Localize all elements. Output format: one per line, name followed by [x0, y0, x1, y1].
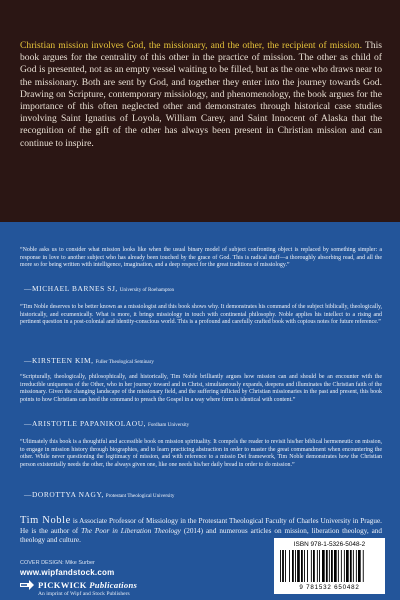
isbn-barcode — [274, 538, 385, 594]
endorser-name: —MICHAEL BARNES SJ, — [24, 284, 118, 293]
author-book-title: The Poor in Liberation Theology — [81, 526, 181, 535]
description-body: This book argues for the centrality of this other in the practice of mission. The other as child of God is presented, not as an empty vessel waiting to be filled, but as the one who draws near to the missionary. Both are sent by God, and together they enter into the journey towards God. Drawing on Scripture, contemporary missiology, and phenomenology, the book argues for the importance of this often neglected other and demonstrates through historical case studies involving Saint Ignatius of Loyola, William Carey, and Saint Innocent of Alaska that the recognition of the gift of the other has always been present in Christian mission and can continue to inspire. — [20, 40, 382, 149]
endorsements-panel — [0, 222, 400, 600]
pickwick-arrow-logo-icon — [20, 580, 34, 590]
isbn-label: ISBN 978-1-5326-5048-2 — [293, 541, 366, 548]
endorser-affiliation: Protestant Theological University — [105, 493, 175, 499]
endorsement-quote: “Ultimately this book is a thoughtful and accessible book on mission spirituality. It compels the reader to revisit his/her biblical hermeneutic on mission, to engage in mission history through biographies, and to learn practicing abstraction in order to master the great commandment when encountering the other. While never questioning the legitimacy of mission, and with reference to a missio Dei framework, Tim Noble demonstrates how the Christian person existentially needs the other, the always given one, like one needs his/her daily bread in order to do mission.” — [20, 439, 382, 468]
publisher-imprint: An imprint of Wipf and Stock Publishers — [38, 591, 130, 597]
endorser-name: —KIRSTEEN KIM, — [24, 356, 94, 365]
endorsement-quote: “Scripturally, theologically, philosophically, and historically, Tim Noble brilliantly argues how mission can and should be an encounter with the irreducible uniqueness of the Other, who in her journey toward and in Christ, simultaneously expands, deepens and illuminates the Christian faith of the missionary. Given the changing landscape of the missionary field, and the suffering inflicted by Christian missionaries in the past and present, this book points to how Christians can heed the command to preach the Gospel in a way where form is identical with content.” — [20, 374, 382, 403]
endorsement-quote: “Noble asks us to consider what mission looks like when the usual binary model of subject confronting object is replaced by something simpler: a response in love to another subject who has already been touched by the grace of God. This is radical stuff—a thoroughly absorbing read, and all the more so for being written with intelligence, imagination, and a deep respect for the great traditions of missiology.” — [20, 247, 382, 269]
author-name: Tim Noble — [20, 515, 71, 526]
endorsement-attribution — [24, 357, 382, 366]
barcode-bars — [280, 550, 379, 582]
endorser-affiliation: Fordham University — [147, 422, 190, 428]
endorser-name: —ARISTOTLE PAPANIKOLAOU, — [24, 419, 147, 428]
endorsement-attribution — [24, 491, 382, 500]
description-panel — [0, 0, 400, 222]
barcode-digits: 9 781532 650482 — [299, 584, 360, 591]
publisher-name: PICKWICK Publications — [38, 580, 138, 590]
publisher-website-link[interactable]: www.wipfandstock.com — [20, 568, 115, 577]
publisher-block — [20, 580, 200, 597]
cover-design-credit: COVER DESIGN: Mike Surber — [20, 560, 95, 566]
endorser-affiliation: University of Roehampton — [119, 287, 175, 293]
endorser-affiliation: Fuller Theological Seminary — [95, 359, 154, 365]
endorsement-quote: “Tim Noble deserves to be better known as a missiologist and this book shows why. It demonstrates his command of the subject biblically, theologically, historically, and ecumenically. What is more, it brings missiology in touch with continental philosophy. Noble applies his intellect to a rising and pertinent question in a post-colonial and identity-conscious world. This is a profound and carefully crafted book with copious notes for future reference.” — [20, 304, 382, 326]
description-text — [20, 40, 382, 150]
author-bio-text-end: (2014) and numerous articles on mission, liberation theology, and theology and culture. — [20, 526, 382, 545]
description-lead: Christian mission involves God, the missionary, and the other, the recipient of mission. — [20, 40, 362, 51]
endorsement-attribution — [24, 420, 382, 429]
endorsement-attribution — [24, 285, 382, 294]
endorser-name: —DOROTTYA NAGY, — [24, 490, 104, 499]
author-bio-text: is Associate Professor of Missiology in the Protestant Theological Faculty of Charles University in Prague. He is the author of — [20, 517, 382, 535]
